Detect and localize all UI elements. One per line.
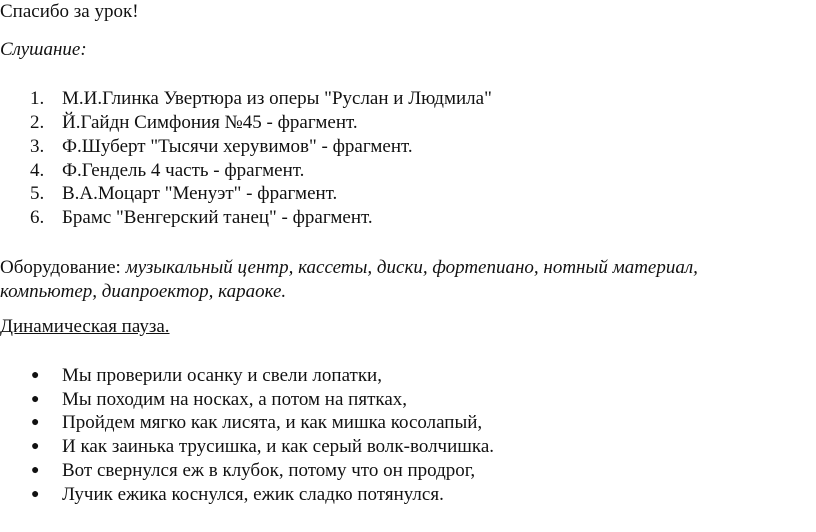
list-item-number: 2.: [30, 112, 45, 133]
list-item-number: 1.: [30, 88, 45, 109]
pause-title: Динамическая пауза.: [0, 316, 170, 337]
list-item-number: 6.: [30, 207, 45, 228]
list-item-number: 3.: [30, 136, 45, 157]
list-item-number: 5.: [30, 183, 45, 204]
list-item-text: Мы походим на носках, а потом на пятках,: [62, 389, 407, 410]
list-item-text: В.А.Моцарт "Менуэт" - фрагмент.: [62, 183, 338, 204]
bullet-icon: ●: [31, 463, 40, 478]
equipment-label: Оборудование:: [0, 257, 121, 278]
listening-title: Слушание:: [0, 39, 87, 60]
bullet-icon: ●: [31, 392, 40, 407]
bullet-icon: ●: [31, 415, 40, 430]
equipment-list-part-1: музыкальный центр, кассеты, диски, фортепиано, нотный материал,: [125, 257, 698, 278]
bullet-icon: ●: [31, 368, 40, 383]
list-item-text: Мы проверили осанку и свели лопатки,: [62, 365, 382, 386]
list-item-text: М.И.Глинка Увертюра из оперы "Руслан и Людмила": [62, 88, 492, 109]
list-item-text: Пройдем мягко как лисята, и как мишка косолапый,: [62, 412, 483, 433]
list-item-text: Вот свернулся еж в клубок, потому что он продрог,: [62, 460, 476, 481]
list-item-text: Лучик ежика коснулся, ежик сладко потянулся.: [62, 484, 444, 505]
thanks-heading: Спасибо за урок!: [0, 1, 139, 22]
list-item-text: Брамс "Венгерский танец" - фрагмент.: [62, 207, 373, 228]
list-item-text: И как заинька трусишка, и как серый волк-волчишка.: [62, 436, 495, 457]
equipment-list-part-2: компьютер, диапроектор, караоке.: [0, 281, 287, 302]
equipment-line-1: [0, 257, 698, 279]
bullet-icon: ●: [31, 439, 40, 454]
list-item-number: 4.: [30, 160, 45, 181]
list-item-text: Й.Гайдн Симфония №45 - фрагмент.: [62, 112, 358, 133]
bullet-icon: ●: [31, 487, 40, 502]
list-item-text: Ф.Гендель 4 часть - фрагмент.: [62, 160, 305, 181]
list-item-text: Ф.Шуберт "Тысячи херувимов" - фрагмент.: [62, 136, 413, 157]
